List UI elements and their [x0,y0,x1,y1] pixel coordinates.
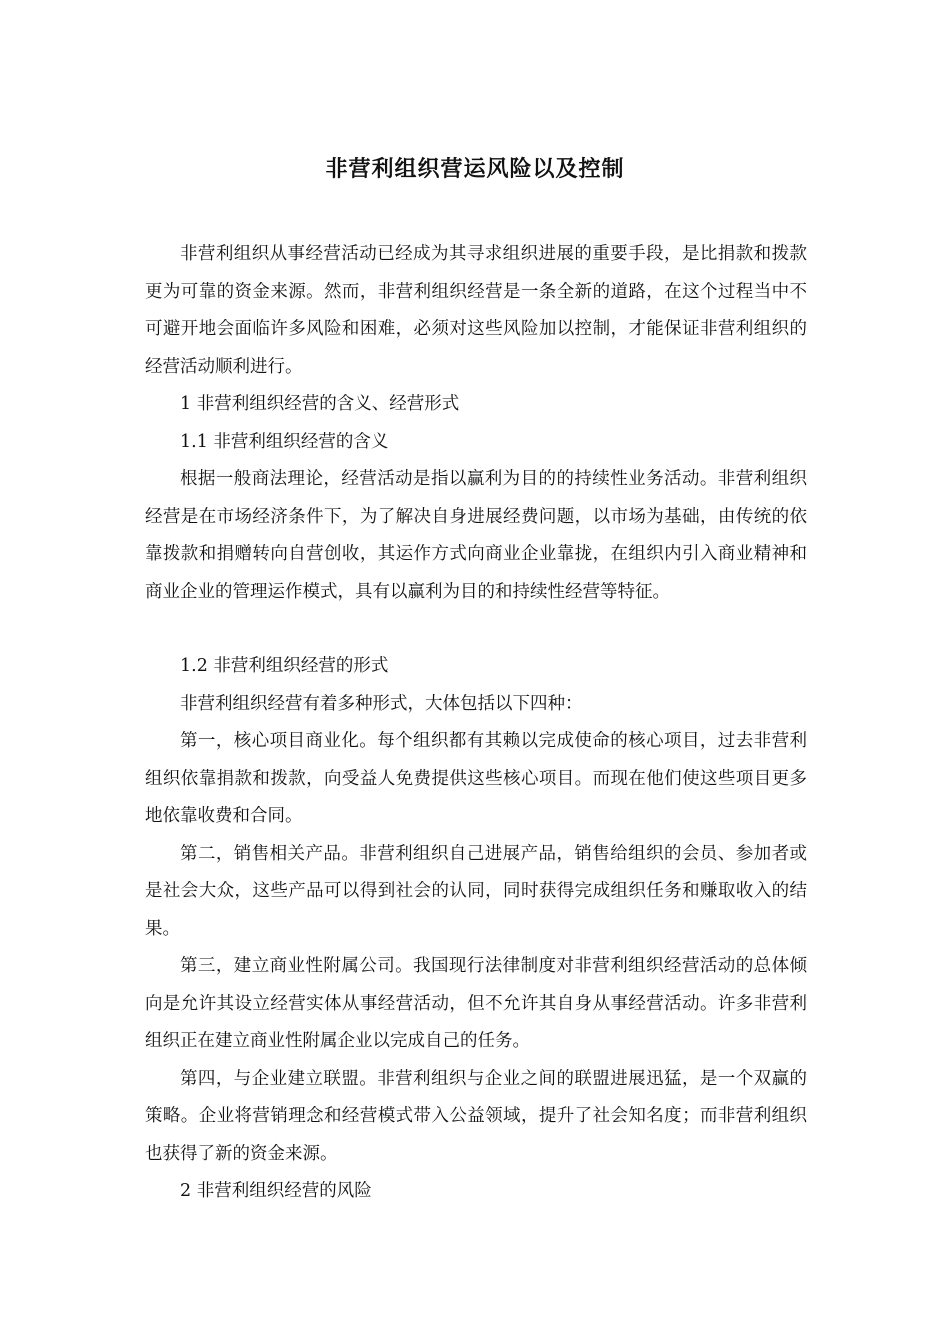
definition-paragraph: 根据一般商法理论，经营活动是指以赢利为目的的持续性业务活动。非营利组织经营是在市场经济条件下，为了解决自身进展经费问题，以市场为基础，由传统的依靠拨款和捐赠转向自营创收，其运作方式向商业企业靠拢，在组织内引入商业精神和商业企业的管理运作模式，具有以赢利为目的和持续性经营等特征。 [145,469,807,602]
form-second-paragraph: 第二，销售相关产品。非营利组织自己进展产品，销售给组织的会员、参加者或是社会大众，这些产品可以得到社会的认同，同时获得完成组织任务和赚取收入的结果。 [145,843,807,939]
document-title: 非营利组织营运风险以及控制 [325,157,625,182]
form-third-paragraph: 第三，建立商业性附属公司。我国现行法律制度对非营利组织经营活动的总体倾向是允许其设立经营实体从事经营活动，但不允许其自身从事经营活动。许多非营利组织正在建立商业性附属企业以完成自己的任务。 [145,956,807,1051]
forms-intro-paragraph: 非营利组织经营有着多种形式，大体包括以下四种： [180,693,583,714]
section-heading-2: 2 非营利组织经营的风险 [180,1181,372,1201]
form-first-paragraph: 第一，核心项目商业化。每个组织都有其赖以完成使命的核心项目，过去非营利组织依靠捐款和拨款，向受益人免费提供这些核心项目。而现在他们使这些项目更多地依靠收费和合同。 [145,731,807,826]
document-body [145,236,807,1211]
intro-paragraph: 非营利组织从事经营活动已经成为其寻求组织进展的重要手段，是比捐款和拨款更为可靠的资金来源。然而，非营利组织经营是一条全新的道路，在这个过程当中不可避开地会面临许多风险和困难，必须对这些风险加以控制，才能保证非营利组织的经营活动顺利进行。 [145,244,807,377]
section-heading-1: 1 非营利组织经营的含义、经营形式 [180,394,460,414]
subsection-heading-1-1: 1.1 非营利组织经营的含义 [180,431,389,452]
subsection-heading-1-2: 1.2 非营利组织经营的形式 [180,656,389,676]
form-fourth-paragraph: 第四，与企业建立联盟。非营利组织与企业之间的联盟进展迅猛，是一个双赢的策略。企业将营销理念和经营模式带入公益领域，提升了社会知名度；而非营利组织也获得了新的资金来源。 [145,1068,807,1164]
